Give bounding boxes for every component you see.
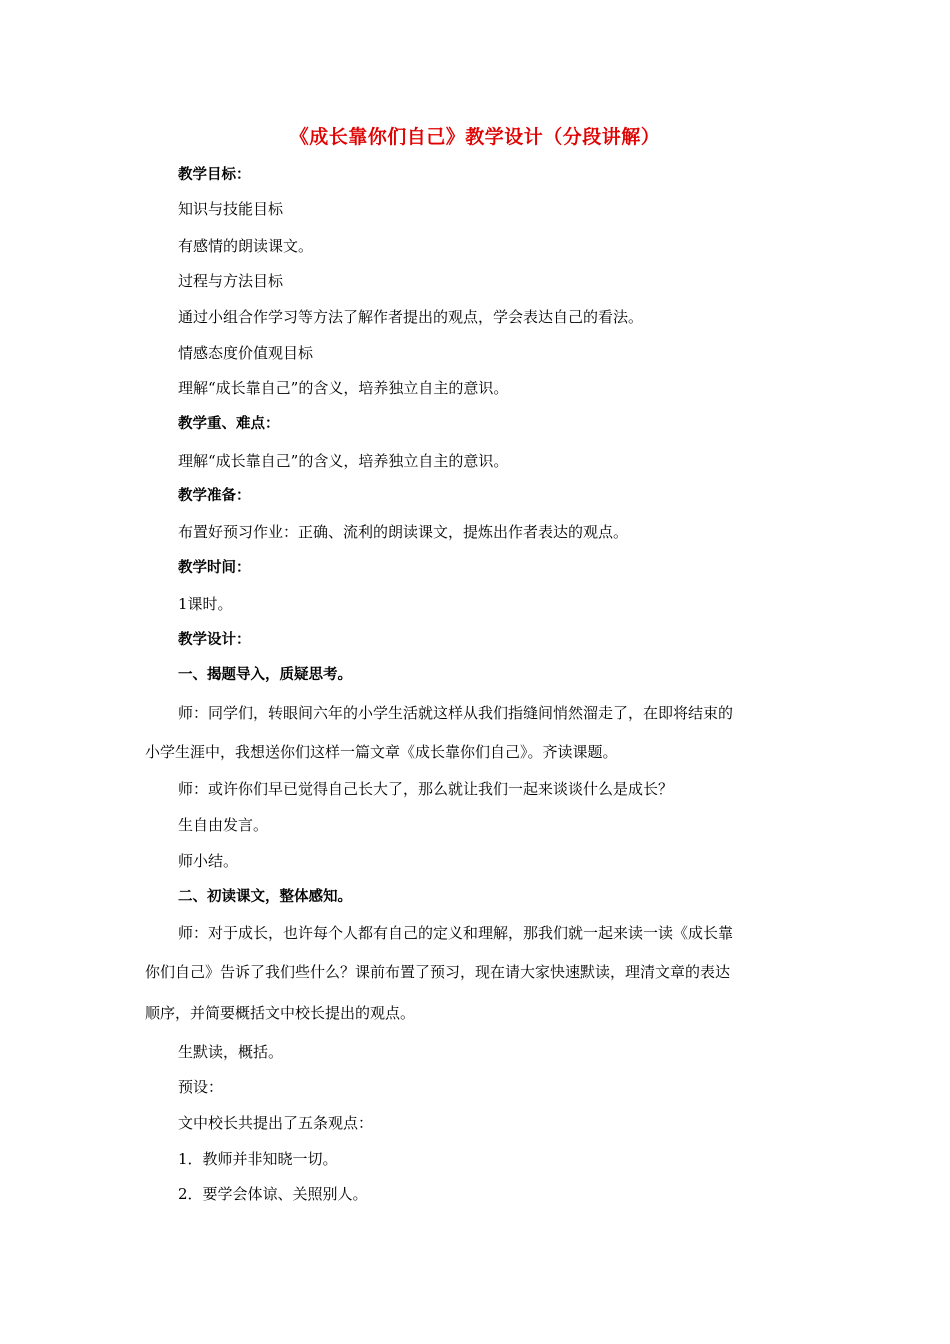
- section-heading: 一、揭题导入，质疑思考。: [178, 667, 352, 683]
- section-heading: 教学目标：: [178, 167, 251, 183]
- section-heading: 教学准备：: [178, 488, 251, 504]
- paragraph-line: 文中校长共提出了五条观点：: [178, 1114, 374, 1132]
- paragraph-line: 理解“成长靠自己”的含义，培养独立自主的意识。: [178, 452, 509, 470]
- document-title: 《成长靠你们自己》教学设计（分段讲解）: [289, 126, 661, 148]
- section-heading: 教学设计：: [178, 632, 251, 648]
- section-heading: 二、初读课文，整体感知。: [178, 889, 352, 905]
- paragraph-line: 布置好预习作业：正确、流利的朗读课文，提炼出作者表达的观点。: [178, 523, 629, 541]
- paragraph-line: 预设：: [178, 1078, 224, 1096]
- paragraph-line: 小学生涯中，我想送你们这样一篇文章《成长靠你们自己》。齐读课题。: [145, 743, 618, 761]
- paragraph-line: 师：或许你们早已觉得自己长大了，那么就让我们一起来谈谈什么是成长？: [178, 780, 674, 798]
- paragraph-line: 有感情的朗读课文。: [178, 237, 314, 255]
- paragraph-line: 你们自己》告诉了我们些什么？课前布置了预习，现在请大家快速默读，理清文章的表达: [145, 963, 731, 981]
- paragraph-line: 顺序，并简要概括文中校长提出的观点。: [145, 1004, 416, 1022]
- paragraph-line: 生自由发言。: [178, 816, 269, 834]
- paragraph-line: 师：同学们，转眼间六年的小学生活就这样从我们指缝间悄然溜走了，在即将结束的: [178, 704, 734, 722]
- paragraph-line: 师：对于成长，也许每个人都有自己的定义和理解，那我们就一起来读一读《成长靠: [178, 924, 734, 942]
- paragraph-line: 1课时。: [178, 595, 233, 613]
- section-heading: 教学重、难点：: [178, 416, 280, 432]
- paragraph-line: 1．教师并非知晓一切。: [178, 1150, 338, 1168]
- paragraph-line: 2．要学会体谅、关照别人。: [178, 1185, 368, 1203]
- paragraph-line: 理解“成长靠自己”的含义，培养独立自主的意识。: [178, 379, 509, 397]
- paragraph-line: 生默读，概括。: [178, 1043, 284, 1061]
- paragraph-line: 师小结。: [178, 852, 239, 870]
- section-heading: 教学时间：: [178, 560, 251, 576]
- paragraph-line: 知识与技能目标: [178, 200, 284, 218]
- paragraph-line: 情感态度价值观目标: [178, 344, 314, 362]
- paragraph-line: 通过小组合作学习等方法了解作者提出的观点，学会表达自己的看法。: [178, 308, 644, 326]
- paragraph-line: 过程与方法目标: [178, 272, 284, 290]
